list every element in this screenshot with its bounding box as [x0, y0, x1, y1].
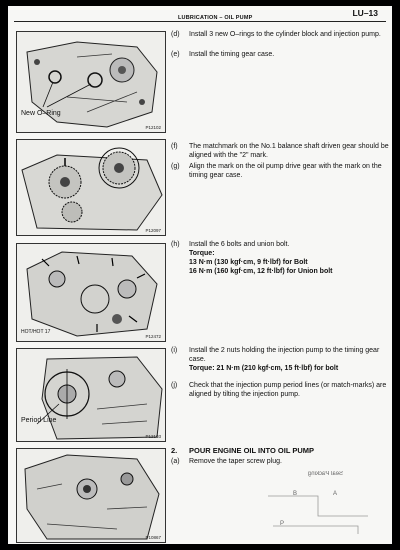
oil-pump-illustration	[17, 449, 165, 542]
step-text: Check that the injection pump period lines (or match-marks) are aligned by tilting the injection pump.	[189, 382, 387, 398]
step-e	[171, 50, 389, 59]
torque-line-union-bolt: 16 N·m (160 kgf·cm, 12 ft·lbf) for Union bolt	[189, 268, 333, 275]
torque-label: Torque:	[189, 250, 215, 257]
step-g	[171, 162, 389, 180]
step-label: (h)	[171, 241, 180, 248]
figure-id: P12097	[145, 228, 161, 233]
step-label: (a)	[171, 458, 180, 465]
step-text: Remove the taper screw plug.	[189, 458, 282, 465]
step-text: Install the timing gear case.	[189, 51, 275, 58]
step-f	[171, 142, 389, 160]
step-h	[171, 240, 389, 276]
step-text: The matchmark on the No.1 balance shaft driven gear should be aligned with the "2" mark.	[189, 143, 389, 159]
injection-pump-illustration	[17, 349, 165, 441]
step-i	[171, 346, 389, 373]
figure-o-ring-install	[16, 31, 166, 133]
figure-timing-case-bolts	[16, 243, 166, 342]
section-2-heading	[171, 446, 389, 455]
section-header: LUBRICATION – OIL PUMP	[178, 15, 253, 21]
corner-label: HOT/HOT 17	[21, 329, 51, 335]
step-2a	[171, 457, 389, 466]
gear-train-illustration	[17, 140, 165, 235]
section-number: 2.	[171, 446, 178, 455]
figure-balance-gear	[16, 139, 166, 236]
manual-page	[8, 6, 392, 544]
step-text: Install the 6 bolts and union bolt.	[189, 241, 290, 248]
torque-line-bolt: 13 N·m (130 kgf·cm, 9 ft·lbf) for Bolt	[189, 259, 308, 266]
figure-id: P12472	[145, 334, 161, 339]
step-j	[171, 381, 389, 399]
step-label: (i)	[171, 347, 178, 354]
step-text: Install 3 new O–rings to the cylinder block and injection pump.	[189, 31, 381, 38]
header-rule	[14, 21, 386, 22]
bleed-through-letter-p: P	[280, 521, 285, 527]
torque-spec: Torque: 21 N·m (210 kgf·cm, 15 ft·lbf) for bolt	[189, 365, 339, 372]
step-label: (j)	[171, 382, 178, 389]
figure-id: P12103	[145, 434, 161, 439]
step-text: Install the 2 nuts holding the injection pump to the timing gear case.	[189, 347, 380, 363]
step-label: (d)	[171, 31, 180, 38]
figure-injection-pump-period-line	[16, 348, 166, 442]
bleed-through-letter-b: B	[293, 491, 298, 497]
bleed-through-sketch	[258, 486, 378, 536]
step-label: (g)	[171, 163, 180, 170]
bleed-through-text: Seal Packing	[308, 471, 344, 477]
step-text: Align the mark on the oil pump drive gear with the mark on the timing gear case.	[189, 163, 382, 179]
step-label: (f)	[171, 143, 178, 150]
section-title: POUR ENGINE OIL INTO OIL PUMP	[189, 446, 315, 455]
figure-id: P12102	[145, 125, 161, 130]
figure-oil-pump-plug	[16, 448, 166, 543]
torque-spec	[189, 249, 389, 276]
callout-new-o-ring: New O–Ring	[21, 110, 61, 117]
step-label: (e)	[171, 51, 180, 58]
figure-id: P10867	[145, 535, 161, 540]
bleed-through-letter-a: A	[333, 491, 338, 497]
timing-case-illustration	[17, 244, 165, 341]
page-number: LU–13	[352, 8, 378, 18]
callout-period-line: Period Line	[21, 417, 57, 424]
step-d	[171, 30, 389, 39]
